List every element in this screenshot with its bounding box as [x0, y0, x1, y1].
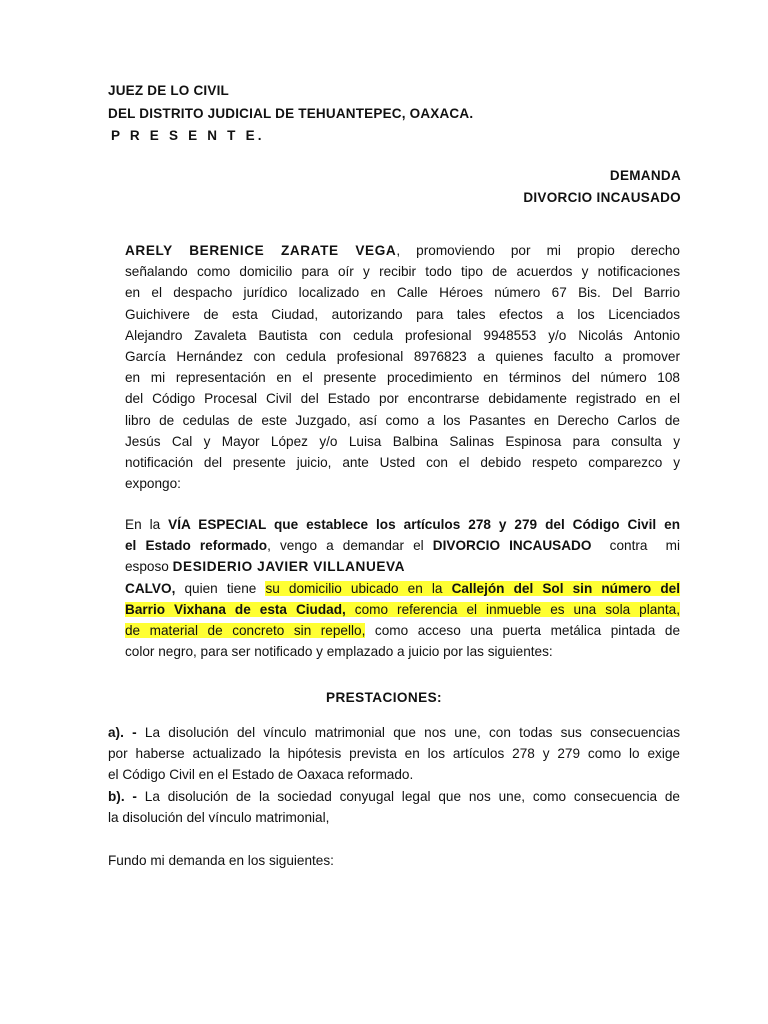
intro-line: señalando como domicilio para oír y recibir todo tipo de acuerdos y notificaciones — [125, 264, 680, 280]
via-line: CALVO, quien tiene su domicilio ubicado en la Callejón del Sol sin número del — [125, 580, 680, 596]
prestacion-b-line: b). - La disolución de la sociedad conyugal legal que nos une, como consecuencia de — [108, 788, 680, 804]
via-line: color negro, para ser notificado y emplazado a juicio por las siguientes: — [125, 644, 553, 660]
prestacion-b-label: b). - — [108, 788, 137, 804]
highlighted-address: de material de concreto sin repello, — [125, 623, 366, 639]
prestacion-a-line: a). - La disolución del vínculo matrimonial que nos une, con todas sus consecuencias — [108, 725, 681, 740]
document-title-demanda: DEMANDA — [609, 168, 681, 183]
highlighted-address-bold: Barrio Vixhana de esta Ciudad, — [125, 601, 346, 617]
prestacion-a-label: a). - — [108, 725, 137, 740]
document-title-divorcio: DIVORCIO INCAUSADO — [523, 190, 681, 205]
demandado-name: DESIDERIO JAVIER VILLANUEVA — [172, 559, 406, 575]
via-line: esposo DESIDERIO JAVIER VILLANUEVA — [125, 559, 406, 575]
intro-paragraph — [125, 240, 680, 494]
via-line — [125, 599, 680, 620]
intro-line: libro de cedulas de este Juzgado, así como a los Pasantes en Derecho Carlos de — [125, 412, 680, 428]
intro-line: García Hernández con cedula profesional 8976823 a quienes faculto a promover — [125, 349, 680, 365]
promovente-name: ARELY BERENICE ZARATE VEGA — [125, 243, 397, 258]
addressee-line-1: JUEZ DE LO CIVIL — [108, 83, 229, 98]
via-especial-paragraph — [125, 514, 680, 662]
prestaciones-heading: PRESTACIONES: — [326, 690, 442, 705]
intro-line: Guichivere de esta Ciudad, autorizando para tales efectos a los Licenciados — [125, 306, 680, 322]
intro-line: del Código Procesal Civil del Estado por encontrarse debidamente registrado en el — [125, 391, 680, 407]
via-line: de material de concreto sin repello, como acceso una puerta metálica pintada de — [125, 623, 680, 639]
intro-line: notificación del presente juicio, ante Usted con el debido respeto comparezco y — [125, 455, 680, 471]
prestacion-a-line: el Código Civil en el Estado de Oaxaca reformado. — [108, 767, 414, 783]
intro-line: en el despacho jurídico localizado en Calle Héroes número 67 Bis. Del Barrio — [125, 285, 680, 301]
prestaciones-list — [108, 722, 680, 828]
addressee-presente: P R E S E N T E. — [111, 128, 265, 143]
intro-line: en mi representación en el presente procedimiento en términos del número 108 — [125, 370, 680, 386]
intro-line: ARELY BERENICE ZARATE VEGA, promoviendo por mi propio derecho — [125, 243, 680, 258]
prestacion-b-line: la disolución del vínculo matrimonial, — [108, 809, 330, 825]
intro-line: Alejandro Zavaleta Bautista con cedula profesional 9948553 y/o Nicolás Antonio — [125, 327, 680, 343]
via-line: el Estado reformado, vengo a demandar el DIVORCIO INCAUSADO contra mi — [125, 538, 680, 554]
closing-line: Fundo mi demanda en los siguientes: — [108, 853, 334, 868]
highlighted-address: como referencia el inmueble es una sola planta, — [345, 601, 680, 617]
intro-line: expongo: — [125, 476, 181, 492]
divorcio-incausado-label: DIVORCIO INCAUSADO — [432, 538, 592, 554]
prestacion-a-line: por haberse actualizado la hipótesis prevista en los artículos 278 y 279 como lo exige — [108, 746, 680, 762]
via-line: En la VÍA ESPECIAL que establece los artículos 278 y 279 del Código Civil en — [125, 517, 680, 532]
intro-line: Jesús Cal y Mayor López y/o Luisa Balbina Salinas Espinosa para consulta y — [125, 433, 680, 449]
highlighted-address: su domicilio ubicado en la — [265, 580, 452, 596]
highlighted-address-bold: Callejón del Sol sin número del — [451, 580, 680, 596]
addressee-line-2: DEL DISTRITO JUDICIAL DE TEHUANTEPEC, OAXACA. — [108, 106, 474, 121]
